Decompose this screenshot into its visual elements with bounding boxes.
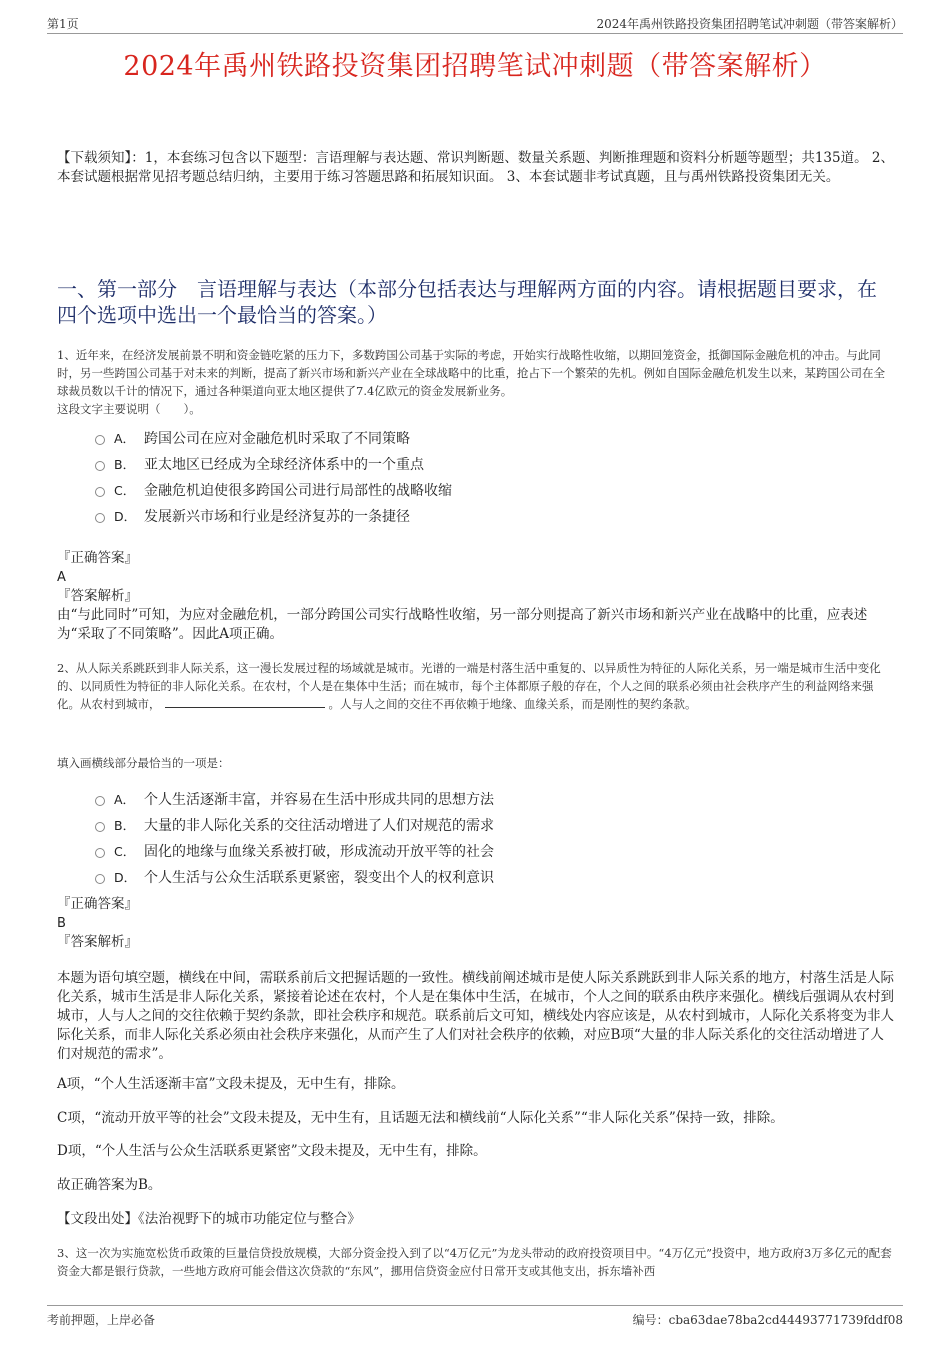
- radio-icon[interactable]: [95, 796, 105, 806]
- question-1-answer: [57, 549, 895, 644]
- answer-label: 『正确答案』: [57, 550, 138, 566]
- question-3-text: 3、这一次为实施宽松货币政策的巨量信贷投放规模，大部分资金投入到了以“4万亿元”为龙头带动的政府投资项目中。“4万亿元”投资中，地方政府3万多亿元的配套资金大都是银行贷款，一些地方政府可能会借这次贷款的“东风”，挪用信贷资金应付日常开支或其他支出，拆东墙补西: [57, 1246, 892, 1278]
- option-b[interactable]: B． 亚太地区已经成为全球经济体系中的一个重点: [95, 451, 875, 477]
- radio-icon[interactable]: [95, 513, 105, 523]
- question-2-note-c: C项，“流动开放平等的社会”文段未提及，无中生有，且话题无法和横线前“人际化关系”“非人际化关系”保持一致，排除。: [57, 1110, 784, 1126]
- radio-icon[interactable]: [95, 435, 105, 445]
- radio-icon[interactable]: [95, 461, 105, 471]
- option-a[interactable]: A． 跨国公司在应对金融危机时采取了不同策略: [95, 425, 875, 451]
- question-2-note-d: D项，“个人生活与公众生活联系更紧密”文段未提及，无中生有，排除。: [57, 1143, 487, 1159]
- page-title: 2024年禹州铁路投资集团招聘笔试冲刺题（带答案解析）: [123, 51, 827, 82]
- analysis-label: 『答案解析』: [57, 588, 138, 604]
- radio-icon[interactable]: [95, 822, 105, 832]
- question-2-options: [95, 786, 875, 890]
- option-d[interactable]: D． 个人生活与公众生活联系更紧密，裂变出个人的权利意识: [95, 864, 875, 890]
- analysis-label: 『答案解析』: [57, 934, 138, 950]
- radio-icon[interactable]: [95, 487, 105, 497]
- option-a[interactable]: A． 个人生活逐渐丰富，并容易在生活中形成共同的思想方法: [95, 786, 875, 812]
- fill-blank-line: [165, 696, 325, 708]
- question-2-passage-start: 2、从人际关系跳跃到非人际关系，这一漫长发展过程的场域就是城市。光谱的一端是村落生活中重复的、以异质性为特征的人际化关系，另一端是城市生活中变化的、以同质性为特征的非人际化关系。在农村，个人是在集体中生活；而在城市，每个主体都原子般的存在，个人之间的联系必须由社会秩序产生的利益网络来强化。从农村到城市，: [57, 661, 881, 711]
- radio-icon[interactable]: [95, 874, 105, 884]
- question-2-prompt: 填入画横线部分最恰当的一项是：: [57, 756, 230, 770]
- answer-value: B: [57, 916, 66, 931]
- answer-label: 『正确答案』: [57, 896, 138, 912]
- question-2-conclusion: 故正确答案为B。: [57, 1177, 162, 1193]
- section-heading: 一、第一部分 言语理解与表达（本部分包括表达与理解两方面的内容。请根据题目要求，在四个选项中选出一个最恰当的答案。）: [57, 277, 877, 327]
- page-footer: [47, 1305, 903, 1329]
- question-1-options: [95, 425, 875, 529]
- option-d[interactable]: D． 发展新兴市场和行业是经济复苏的一条捷径: [95, 503, 875, 529]
- page-number: 第1页: [47, 17, 79, 31]
- question-2-analysis: 本题为语句填空题，横线在中间，需联系前后文把握话题的一致性。横线前阐述城市是使人际关系跳跃到非人际关系的地方，村落生活是人际化关系，城市生活是非人际化关系，紧接着论述在农村，个人是在集体中生活，在城市，个人之间的联系由秩序来强化。横线后强调从农村到城市，人与人之间的交往依赖于契约条款，即社会秩序和规范。联系前后文可知，横线处内容应该是，从农村到城市，人际化关系将变为非人际化关系，而非人际化关系必须由社会秩序来强化，从而产生了人们对社会秩序的依赖，对应B项“大量的非人际关系化的交往活动增进了人们对规范的需求”。: [57, 970, 894, 1062]
- question-2-note-a: A项，“个人生活逐渐丰富”文段未提及，无中生有，排除。: [57, 1076, 405, 1092]
- question-1-text: [57, 346, 895, 418]
- option-c[interactable]: C． 固化的地缘与血缘关系被打破，形成流动开放平等的社会: [95, 838, 875, 864]
- download-notice: 【下载须知】：1，本套练习包含以下题型：言语理解与表达题、常识判断题、数量关系题、判断推理题和资料分析题等题型；共135道。 2、本套试题根据常见招考题总结归纳，主要用于练习答题思路和拓展知识面。 3、本套试题非考试真题，且与禹州铁路投资集团无关。: [57, 150, 894, 185]
- option-c[interactable]: C． 金融危机迫使很多跨国公司进行局部性的战略收缩: [95, 477, 875, 503]
- question-1-prompt: 这段文字主要说明（ ）。: [57, 402, 201, 416]
- question-2-text: [57, 659, 895, 713]
- question-1-passage: 1、近年来，在经济发展前景不明和资金链吃紧的压力下，多数跨国公司基于实际的考虑，开始实行战略性收缩，以期回笼资金，抵御国际金融危机的冲击。与此同时，另一些跨国公司基于对未来的判断，提高了新兴市场和新兴产业在全球战略中的比重，抢占下一个繁荣的先机。例如自国际金融危机发生以来，某跨国公司在全球裁员数以千计的情况下，通过各种渠道向亚太地区提供了7.4亿欧元的资金发展新业务。: [57, 348, 885, 398]
- footer-doc-id: 编号：cba63dae78ba2cd44493771739fddf08: [632, 1313, 903, 1327]
- page-header: [47, 14, 903, 34]
- footer-slogan: 考前押题，上岸必备: [47, 1313, 156, 1327]
- radio-icon[interactable]: [95, 848, 105, 858]
- option-b[interactable]: B． 大量的非人际化关系的交往活动增进了人们对规范的需求: [95, 812, 875, 838]
- analysis-text: 由“与此同时”可知，为应对金融危机，一部分跨国公司实行战略性收缩，另一部分则提高了新兴市场和新兴产业在战略中的比重，应表述为“采取了不同策略”。因此A项正确。: [57, 607, 868, 642]
- question-2-answer: [57, 895, 895, 952]
- question-2-passage-end: 。人与人之间的交往不再依赖于地缘、血缘关系，而是刚性的契约条款。: [328, 697, 697, 711]
- answer-value: A: [57, 570, 66, 585]
- header-doc-title: 2024年禹州铁路投资集团招聘笔试冲刺题（带答案解析）: [596, 17, 903, 31]
- question-2-source: 【文段出处】《法治视野下的城市功能定位与整合》: [57, 1211, 361, 1227]
